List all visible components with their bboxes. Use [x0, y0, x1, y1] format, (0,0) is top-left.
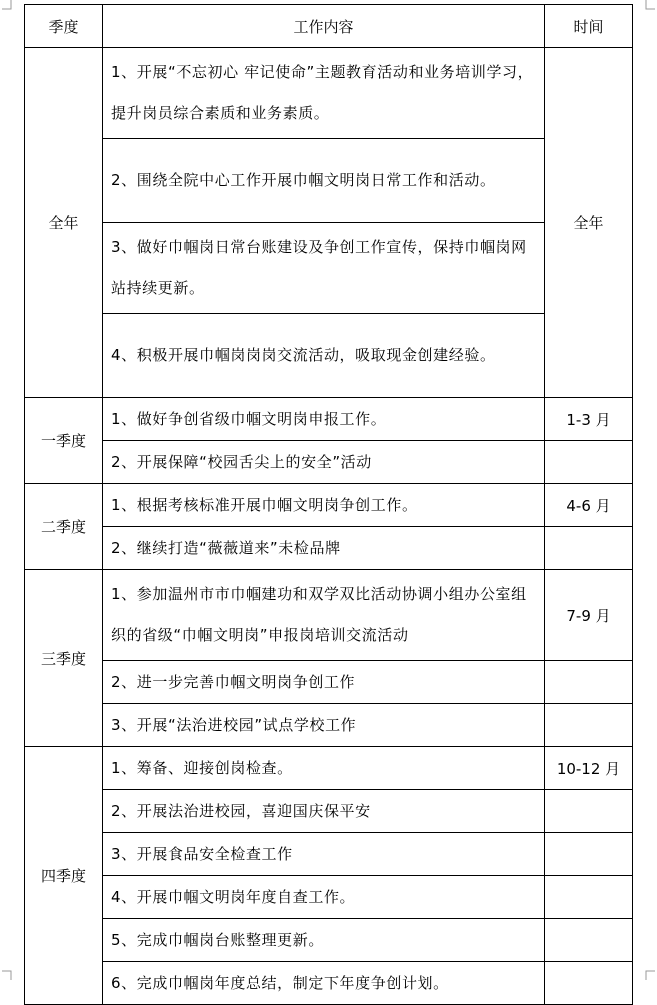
crop-mark-icon	[2, 970, 12, 980]
time-cell-empty	[545, 919, 633, 962]
time-cell: 4-6 月	[545, 484, 633, 527]
table-row	[25, 962, 633, 1005]
time-cell: 10-12 月	[545, 747, 633, 790]
work-plan-table	[24, 4, 633, 1005]
content-cell: 3、开展食品安全检查工作	[103, 833, 545, 876]
table-row	[25, 747, 633, 790]
time-cell: 7-9 月	[545, 570, 633, 661]
content-cell: 2、进一步完善巾帼文明岗争创工作	[103, 661, 545, 704]
header-row	[25, 5, 633, 48]
time-cell: 1-3 月	[545, 398, 633, 441]
time-cell-empty	[545, 704, 633, 747]
crop-mark-icon	[645, 0, 655, 10]
content-cell: 1、做好争创省级巾帼文明岗申报工作。	[103, 398, 545, 441]
time-cell-empty	[545, 876, 633, 919]
table-row	[25, 441, 633, 484]
time-cell-empty	[545, 441, 633, 484]
table-row	[25, 919, 633, 962]
table-row	[25, 223, 633, 314]
content-cell: 1、参加温州市市巾帼建功和双学双比活动协调小组办公室组织的省级“巾帼文明岗”申报岗培训交流活动	[103, 570, 545, 661]
season-cell: 全年	[25, 48, 103, 398]
time-cell-empty	[545, 661, 633, 704]
table-row	[25, 570, 633, 661]
table-row	[25, 790, 633, 833]
season-cell: 一季度	[25, 398, 103, 484]
table-row	[25, 398, 633, 441]
content-cell: 1、开展“不忘初心 牢记使命”主题教育活动和业务培训学习，提升岗员综合素质和业务素质。	[103, 48, 545, 139]
table-row	[25, 139, 633, 223]
table-row	[25, 48, 633, 139]
content-cell: 2、开展保障“校园舌尖上的安全”活动	[103, 441, 545, 484]
crop-mark-icon	[645, 970, 655, 980]
table-row	[25, 527, 633, 570]
time-cell-empty	[545, 527, 633, 570]
header-season: 季度	[25, 5, 103, 48]
content-cell: 4、积极开展巾帼岗岗岗交流活动，吸取现金创建经验。	[103, 314, 545, 398]
content-cell: 3、开展“法治进校园”试点学校工作	[103, 704, 545, 747]
content-cell: 1、筹备、迎接创岗检查。	[103, 747, 545, 790]
table-row	[25, 661, 633, 704]
time-cell: 全年	[545, 48, 633, 398]
content-cell: 2、继续打造“薇薇道来”未检品牌	[103, 527, 545, 570]
table-row	[25, 704, 633, 747]
season-cell: 四季度	[25, 747, 103, 1005]
content-cell: 2、围绕全院中心工作开展巾帼文明岗日常工作和活动。	[103, 139, 545, 223]
table-row	[25, 876, 633, 919]
content-cell: 2、开展法治进校园，喜迎国庆保平安	[103, 790, 545, 833]
time-cell-empty	[545, 833, 633, 876]
season-cell: 二季度	[25, 484, 103, 570]
content-cell: 3、做好巾帼岗日常台账建设及争创工作宣传，保持巾帼岗网站持续更新。	[103, 223, 545, 314]
header-content: 工作内容	[103, 5, 545, 48]
content-cell: 5、完成巾帼岗台账整理更新。	[103, 919, 545, 962]
crop-mark-icon	[2, 0, 12, 10]
table-row	[25, 484, 633, 527]
time-cell-empty	[545, 790, 633, 833]
content-cell: 4、开展巾帼文明岗年度自查工作。	[103, 876, 545, 919]
content-cell: 1、根据考核标准开展巾帼文明岗争创工作。	[103, 484, 545, 527]
time-cell-empty	[545, 962, 633, 1005]
season-cell: 三季度	[25, 570, 103, 747]
table-row	[25, 314, 633, 398]
table-row	[25, 833, 633, 876]
header-time: 时间	[545, 5, 633, 48]
content-cell: 6、完成巾帼岗年度总结，制定下年度争创计划。	[103, 962, 545, 1005]
